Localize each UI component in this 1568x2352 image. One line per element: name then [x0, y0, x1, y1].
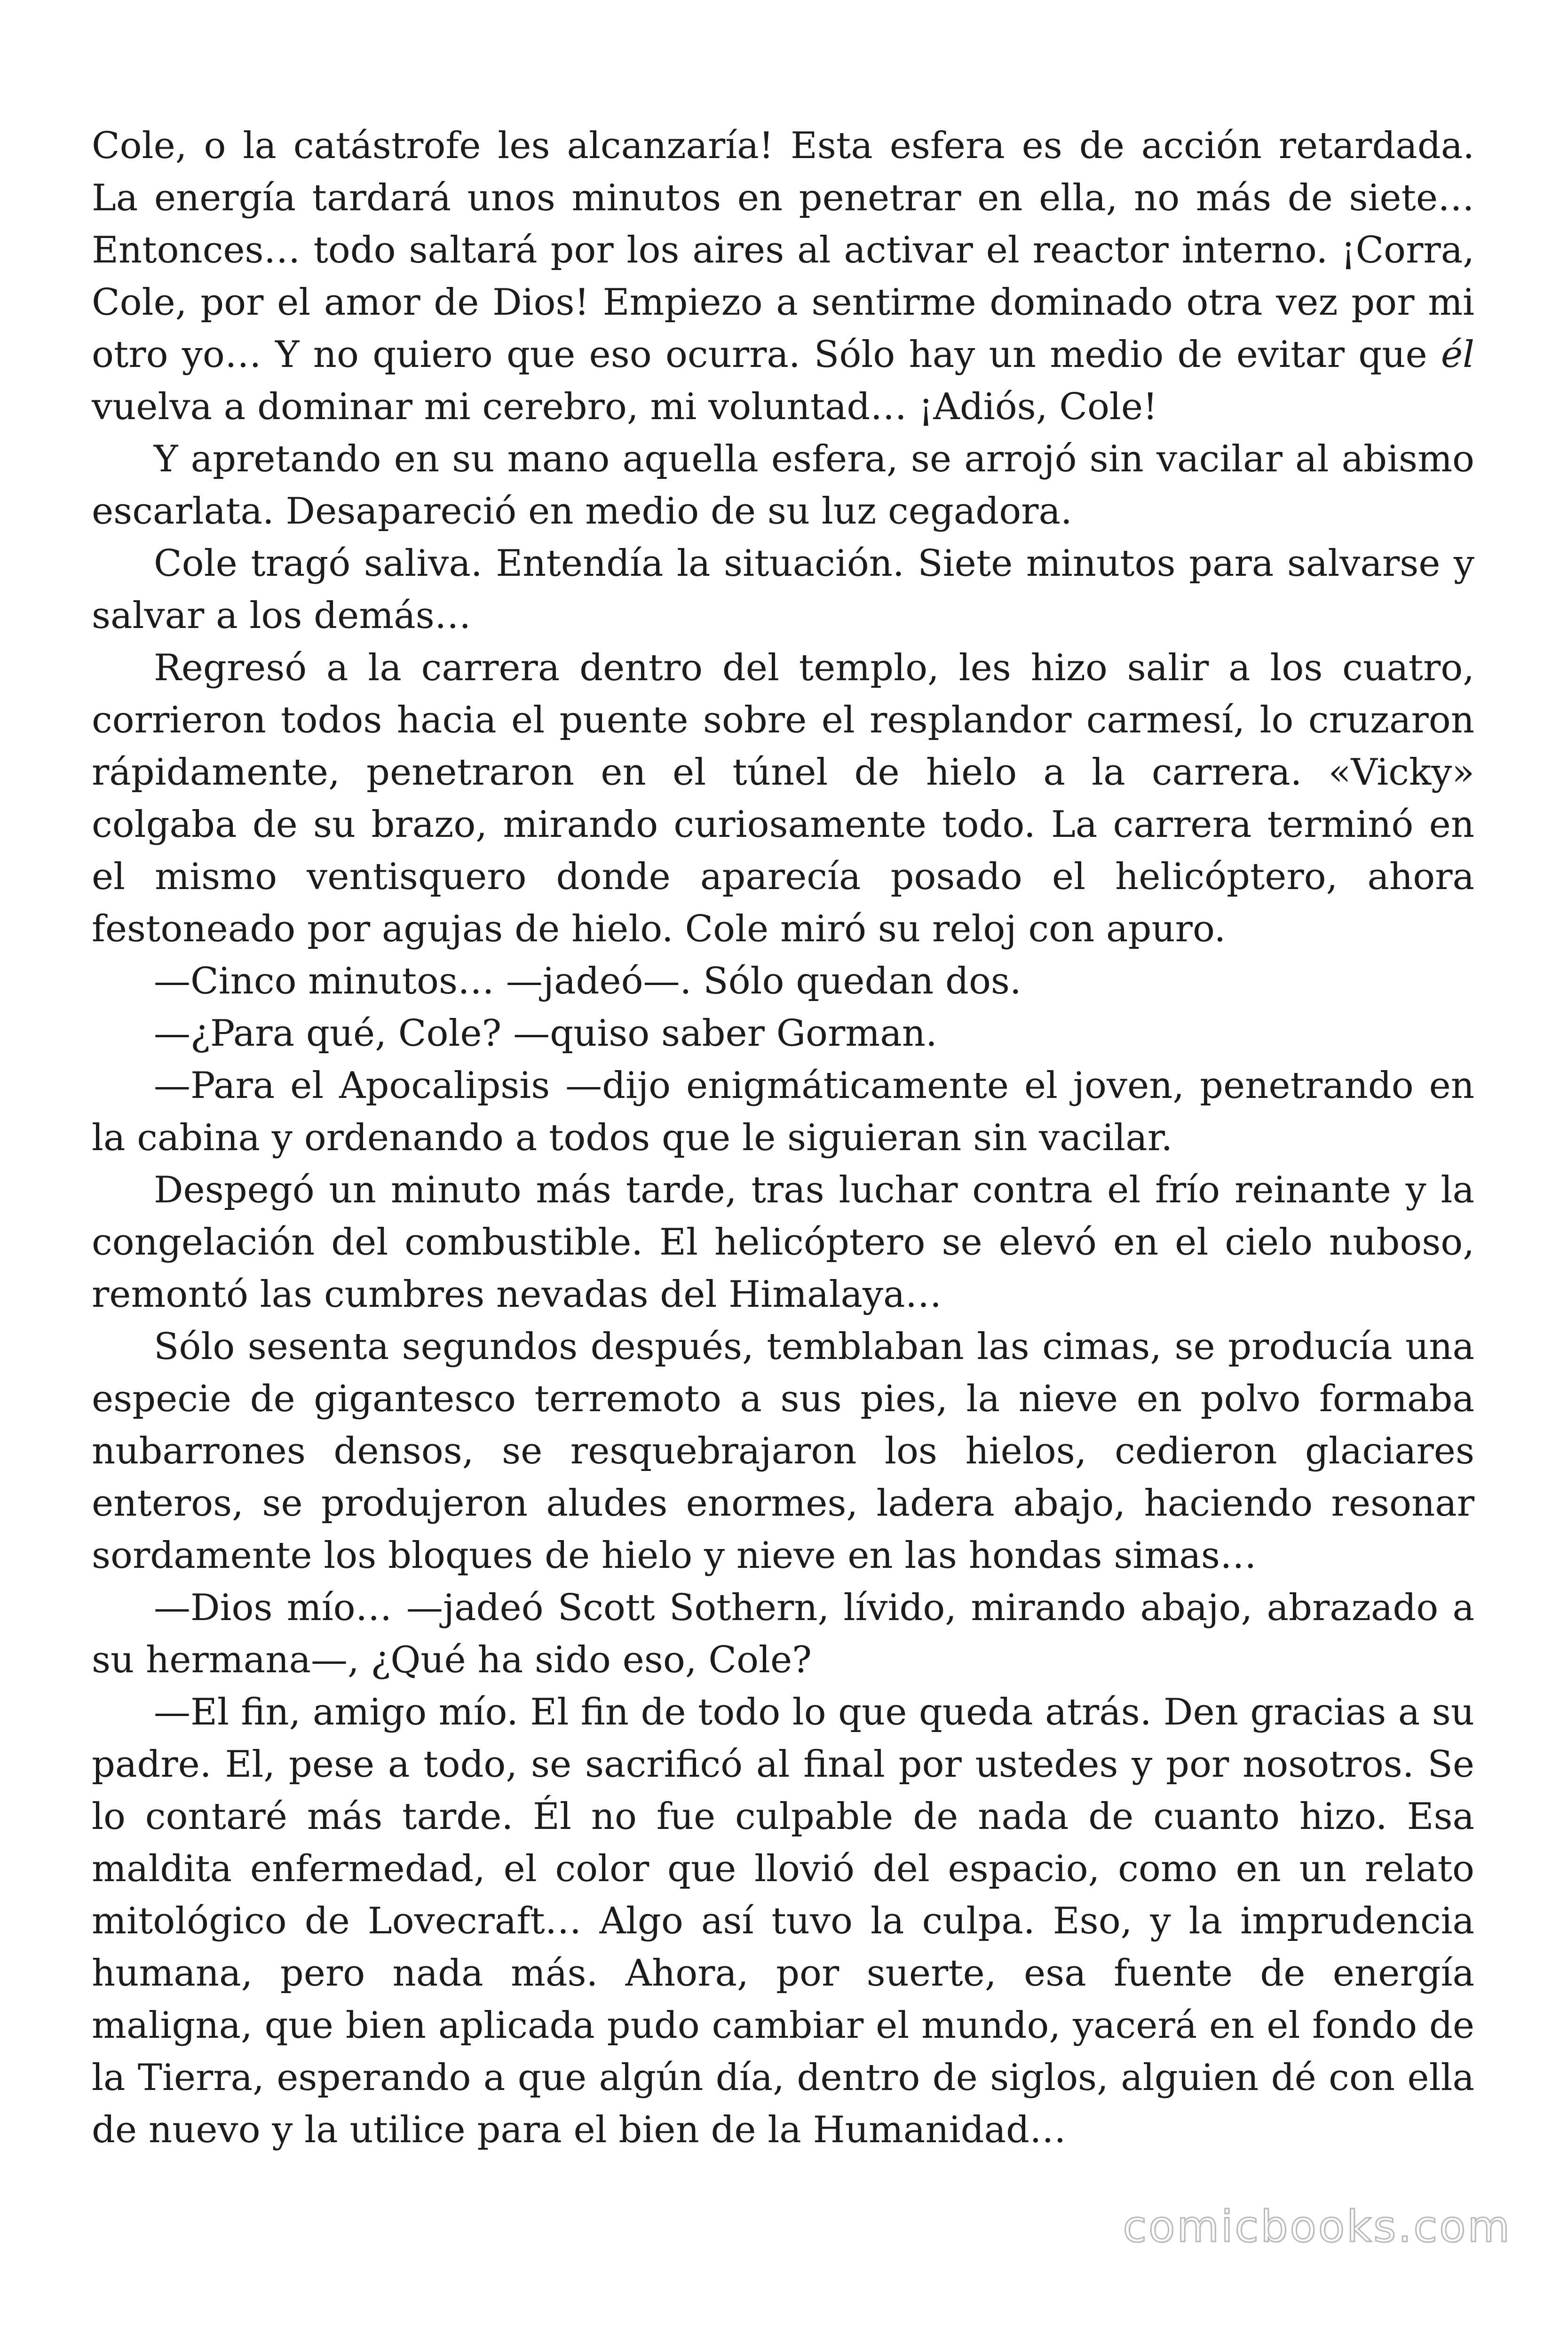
paragraph-1-emphasis: él: [1441, 334, 1474, 376]
paragraph-5: —Cinco minutos… —jadeó—. Sólo quedan dos.: [154, 960, 1022, 1002]
page-body: [92, 120, 1474, 2156]
paragraph-9: Sólo sesenta segundos después, temblaban las cimas, se producía una especie de gigantesco terremoto a sus pies, la nieve en polvo formaba nubarrones densos, se resquebrajaron los hielos, cedieron glaciares enteros, se produjeron aludes enormes, ladera abajo, haciendo resonar sordamente los bloques de hielo y nieve en las hondas simas…: [92, 1326, 1474, 1577]
paragraph-4: Regresó a la carrera dentro del templo, les hizo salir a los cuatro, corrieron todos hacia el puente sobre el resplandor carmesí, lo cruzaron rápidamente, penetraron en el túnel de hielo a la carrera. «Vicky» colgaba de su brazo, mirando curiosamente todo. La carrera terminó en el mismo ventisquero donde aparecía posado el helicóptero, ahora festoneado por agujas de hielo. Cole miró su reloj con apuro.: [92, 647, 1474, 950]
paragraph-3: Cole tragó saliva. Entendía la situación. Siete minutos para salvarse y salvar a los demás…: [92, 542, 1474, 637]
paragraph-1-text-b: vuelva a dominar mi cerebro, mi voluntad… ¡Adiós, Cole!: [92, 386, 1158, 428]
paragraph-8: Despegó un minuto más tarde, tras luchar contra el frío reinante y la congelación del combustible. El helicóptero se elevó en el cielo nuboso, remontó las cumbres nevadas del Himalaya…: [92, 1169, 1474, 1316]
paragraph-2: Y apretando en su mano aquella esfera, se arrojó sin vacilar al abismo escarlata. Desapareció en medio de su luz cegadora.: [92, 438, 1474, 532]
paragraph-1: [92, 120, 1474, 433]
paragraph-6: —¿Para qué, Cole? —quiso saber Gorman.: [154, 1012, 937, 1055]
paragraph-1-text-a: Cole, o la catástrofe les alcanzaría! Esta esfera es de acción retardada. La energía tardará unos minutos en penetrar en ella, no más de siete… Entonces… todo saltará por los aires al activar el reactor interno. ¡Corra, Cole, por el amor de Dios! Empiezo a sentirme dominado otra vez por mi otro yo… Y no quiero que eso ocurra. Sólo hay un medio de evitar que: [92, 125, 1474, 376]
paragraph-10: —Dios mío… —jadeó Scott Sothern, lívido, mirando abajo, abrazado a su hermana—, ¿Qué ha sido eso, Cole?: [92, 1587, 1474, 1681]
paragraph-11: —El fin, amigo mío. El fin de todo lo que queda atrás. Den gracias a su padre. El, pese a todo, se sacrificó al final por ustedes y por nosotros. Se lo contaré más tarde. Él no fue culpable de nada de cuanto hizo. Esa maldita enfermedad, el color que llovió del espacio, como en un relato mitológico de Lovecraft… Algo así tuvo la culpa. Eso, y la imprudencia humana, pero nada más. Ahora, por suerte, esa fuente de energía maligna, que bien aplicada pudo cambiar el mundo, yacerá en el fondo de la Tierra, esperando a que algún día, dentro de siglos, alguien dé con ella de nuevo y la utilice para el bien de la Humanidad…: [92, 1691, 1474, 2151]
watermark: comicbooks.com: [1123, 2201, 1512, 2252]
paragraph-7: —Para el Apocalipsis —dijo enigmáticamente el joven, penetrando en la cabina y ordenando a todos que le siguieran sin vacilar.: [92, 1065, 1474, 1159]
